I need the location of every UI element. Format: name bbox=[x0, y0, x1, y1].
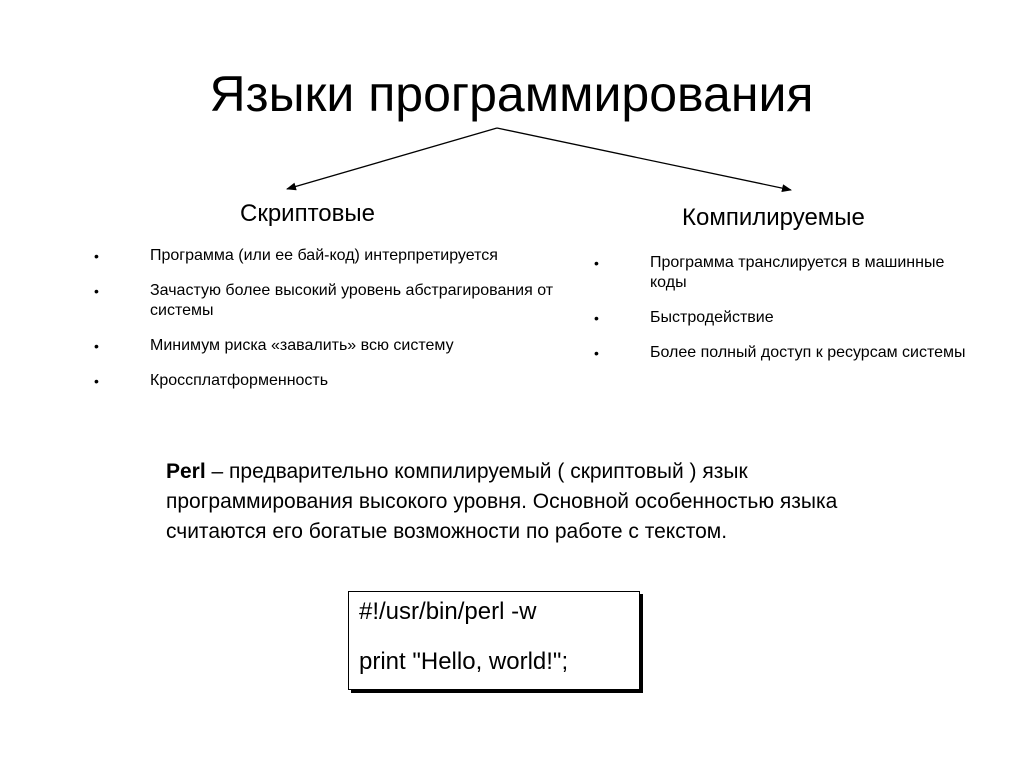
arrow-to-compiled bbox=[497, 128, 791, 190]
code-line-print: print "Hello, world!"; bbox=[359, 648, 569, 675]
code-example bbox=[348, 591, 640, 690]
list-item bbox=[594, 308, 974, 328]
bullet-icon: • bbox=[594, 310, 599, 326]
compiled-heading: Компилируемые bbox=[682, 204, 865, 231]
list-item-text: Более полный доступ к ресурсам системы bbox=[650, 344, 966, 361]
bullet-icon: • bbox=[94, 283, 99, 299]
list-item-text: Программа транслируется в машинные коды bbox=[650, 254, 945, 291]
arrow-to-scripting bbox=[287, 128, 497, 189]
list-item bbox=[94, 371, 564, 391]
perl-term: Perl bbox=[166, 460, 206, 483]
slide-title: Языки программирования bbox=[209, 66, 814, 122]
code-line-shebang: #!/usr/bin/perl -w bbox=[359, 598, 537, 625]
bullet-icon: • bbox=[94, 338, 99, 354]
list-item bbox=[594, 253, 974, 293]
list-item bbox=[94, 336, 564, 356]
list-item-text: Программа (или ее бай-код) интерпретируется bbox=[150, 247, 498, 264]
perl-description-text: – предварительно компилируемый ( скриптовый ) язык программирования высокого уровня. Основной особенностью языка считаются его богатые возможности по работе с текстом. bbox=[166, 460, 838, 543]
scripting-heading: Скриптовые bbox=[240, 200, 375, 227]
bullet-icon: • bbox=[594, 255, 599, 271]
list-item-text: Кроссплатформенность bbox=[150, 372, 329, 389]
compiled-list bbox=[594, 253, 974, 378]
scripting-list bbox=[94, 246, 564, 406]
bullet-icon: • bbox=[94, 248, 99, 264]
list-item bbox=[94, 281, 564, 321]
list-item-text: Минимум риска «завалить» всю систему bbox=[150, 337, 454, 354]
list-item bbox=[94, 246, 564, 266]
perl-description bbox=[166, 457, 926, 547]
list-item-text: Зачастую более высокий уровень абстрагирования от системы bbox=[150, 282, 554, 319]
bullet-icon: • bbox=[94, 373, 99, 389]
bullet-icon: • bbox=[594, 345, 599, 361]
list-item bbox=[594, 343, 974, 363]
list-item-text: Быстродействие bbox=[650, 309, 774, 326]
